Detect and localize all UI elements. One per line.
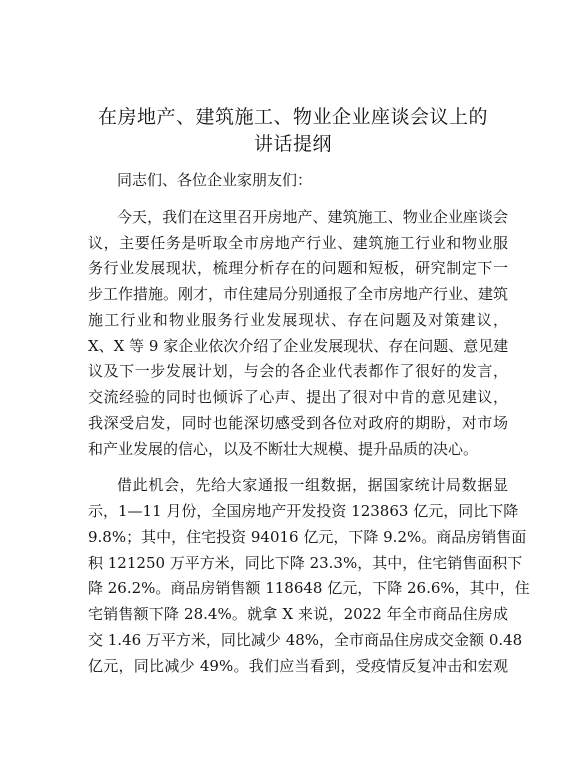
paragraph-1-line: 议，主要任务是听取全市房地产行业、建筑施工行业和物业服 [88, 234, 508, 252]
paragraph-1-line: 和产业发展的信心，以及不断壮大规模、提升品质的决心。 [88, 440, 479, 458]
paragraph-2-line: 借此机会，先给大家通报一组数据，据国家统计局数据显 [117, 476, 508, 494]
paragraph-1-line: 施工行业和物业服务行业发展现状、存在问题及对策建议， [88, 311, 508, 329]
paragraph-1-line: X、X 等 9 家企业依次介绍了企业发展现状、存在问题、意见建 [88, 337, 509, 355]
paragraph-2-line: 降 26.2%。商品房销售额 118648 亿元，下降 26.6%，其中，住 [88, 579, 530, 597]
paragraph-2-line: 示，1—11 月份，全国房地产开发投资 123863 亿元，同比下降 [88, 502, 519, 520]
paragraph-2-line: 9.8%；其中，住宅投资 94016 亿元，下降 9.2%。商品房销售面 [88, 528, 527, 546]
paragraph-2-line: 亿元，同比减少 49%。我们应当看到，受疫情反复冲击和宏观 [88, 657, 508, 675]
document-title-line-2: 讲话提纲 [253, 133, 332, 155]
paragraph-1-line: 交流经验的同时也倾诉了心声、提出了很对中肯的意见建议， [88, 388, 508, 406]
paragraph-1-line: 议及下一步发展计划，与会的各企业代表都作了很好的发言， [88, 362, 508, 380]
paragraph-2-line: 积 121250 万平方米，同比下降 23.3%，其中，住宅销售面积下 [88, 554, 523, 572]
paragraph-2-line: 交 1.46 万平方米，同比减少 48%，全市商品住房成交金额 0.48 [88, 631, 523, 649]
document-title-line-1: 在房地产、建筑施工、物业企业座谈会议上的 [97, 106, 488, 128]
paragraph-2-line: 宅销售额下降 28.4%。就拿 X 来说，2022 年全市商品住房成 [88, 605, 508, 623]
paragraph-1-line: 我深受启发，同时也能深切感受到各位对政府的期盼，对市场 [88, 414, 508, 432]
paragraph-1-line: 步工作措施。刚才，市住建局分别通报了全市房地产行业、建筑 [88, 285, 509, 303]
paragraph-1-line: 今天，我们在这里召开房地产、建筑施工、物业企业座谈会 [117, 208, 508, 226]
salutation: 同志们、各位企业家朋友们： [117, 171, 313, 189]
paragraph-1-line: 务行业发展现状，梳理分析存在的问题和短板，研究制定下一 [88, 259, 508, 277]
